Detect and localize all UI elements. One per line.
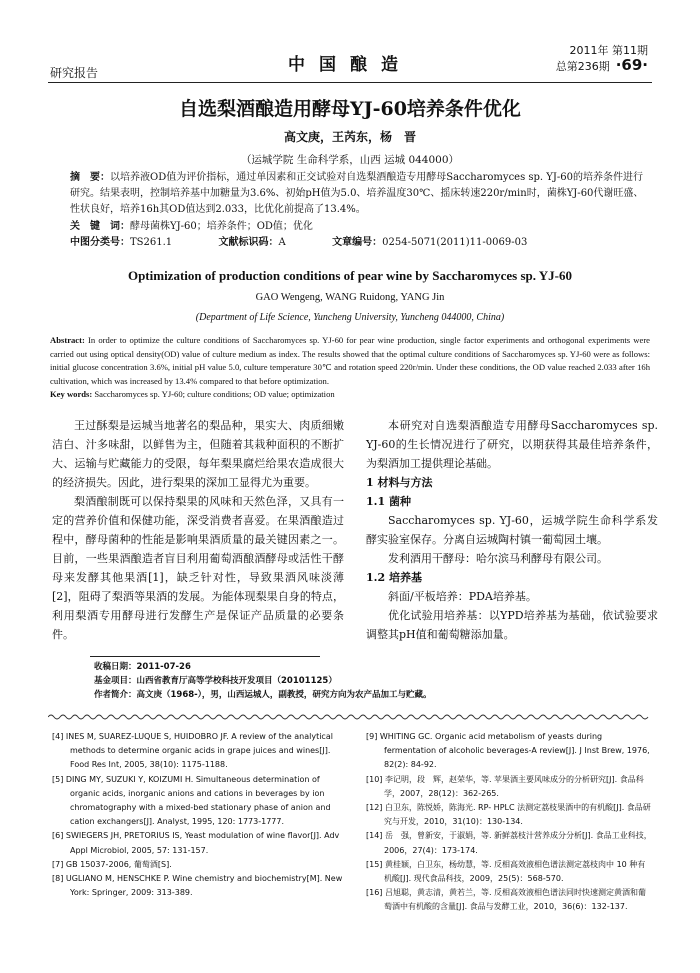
affiliation-zh: （运城学院 生命科学系，山西 运城 044000）: [240, 154, 460, 166]
reference-item: [4] INES M, SUAREZ-LUQUE S, HUIDOBRO JF. A review of the analytical methods to determine organic acids in grape juices and wines[J]. Food Res Int, 2005, 38(10): 1175-1188.: [52, 732, 333, 770]
wavy-separator: [48, 713, 652, 721]
references-right: [366, 730, 652, 915]
reference-item: [8] UGLIANO M, HENSCHKE P. Wine chemistry and biochemistry[M]. New York: Springer, 2009: 313-389.: [52, 874, 343, 898]
section-heading: 1 材料与方法: [366, 476, 433, 489]
body-paragraph: 王过酥梨是运城当地著名的梨品种，果实大、肉质细嫩洁白、汁多味甜，以鲜售为主，但随着其栽种面积的不断扩大、运输与贮藏能力的受限，每年梨果腐烂给果农造成很大的经济损失。因此，进行梨果的深加工显得尤为重要。: [52, 419, 344, 489]
subsection-heading: 1.1 菌种: [366, 495, 411, 508]
keywords-zh-text: 酵母菌株YJ-60；培养条件；OD值；优化: [130, 221, 313, 232]
reference-item: [16] 吕旭聪，黄志清，黄若兰，等. 反相高效液相色谱法同时快速测定黄酒和葡萄酒中有机酸的含量[J]. 食品与发酵工业，2010，36(6)：132-137.: [366, 888, 647, 912]
body-paragraph: Saccharomyces sp. YJ-60，运城学院生命科学系发酵实验室保存。分离自运城陶村镇一葡萄园土壤。: [366, 514, 658, 546]
body-paragraph: 发利酒用干酵母：哈尔滨马利酵母有限公司。: [388, 552, 608, 565]
keywords-en-text: Saccharomyces sp. YJ-60; culture conditions; OD value; optimization: [94, 389, 335, 400]
abstract-en: [50, 334, 650, 402]
issue-info: [556, 44, 648, 74]
keywords-zh-label: 关 键 词：: [70, 221, 130, 232]
references-left: [52, 730, 348, 900]
keywords-zh: [70, 219, 645, 235]
affiliation-en: (Department of Life Science, Yuncheng University, Yuncheng 044000, China): [195, 312, 505, 323]
page-number: ·69·: [615, 56, 648, 74]
clc-label: 中图分类号：: [70, 237, 130, 248]
reference-item: [10] 李记明，段 辉，赵荣华，等. 苹果酒主要风味成分的分析研究[J]. 食品科学，2007，28(12)：362-265.: [366, 774, 644, 798]
reference-item: [12] 白卫东，陈悦娇，陈海光. RP- HPLC 法测定荔枝果酒中的有机酸[J]. 食品研究与开发，2010，31(10)：130-134.: [366, 803, 651, 827]
abstract-zh-label: 摘 要：: [70, 172, 110, 183]
body-right-column: [366, 416, 658, 644]
title-en: Optimization of production conditions of pear wine by Saccharomyces sp. YJ-60: [127, 268, 573, 283]
classification: [70, 235, 645, 251]
doc-value: A: [278, 237, 286, 248]
total-issue: 总第236期: [555, 60, 610, 73]
issue-line: 2011年 第11期: [569, 44, 648, 57]
reference-item: [9] WHITING GC. Organic acid metabolism of yeasts during fermentation of alcoholic beverages-A review[J]. J Inst Brew, 1976, 82(2): 84-92.: [366, 732, 650, 770]
reference-item: [15] 黄桂颖，白卫东，杨幼慧，等. 反相高效液相色谱法测定荔枝肉中 10 种有机酸[J]. 现代食品科技，2009，25(5)：568-570.: [366, 859, 646, 884]
abstract-zh: [70, 170, 645, 218]
authors-zh: 高文庚，王芮东，杨 晋: [283, 130, 416, 144]
abstract-en-label: Abstract:: [50, 335, 85, 345]
doc-label: 文献标识码：: [218, 237, 279, 248]
reference-item: [5] DING MY, SUZUKI Y, KOIZUMI H. Simultaneous determination of organic acids, inorganic anions and cations in beverages by ion chromatography with a mixed-bed stationary phase of anion and cation exchangers[J]. Analyst, 1995, 120: 1773-1777.: [52, 774, 331, 827]
abstract-zh-text: 以培养液OD值为评价指标，通过单因素和正交试验对自选梨酒酿造专用酵母Saccharomyces sp. YJ-60的培养条件进行研究。结果表明，控制培养基中加糖量为3.6%、初始pH值为5.0、培养温度30℃、摇床转速220r/min时，菌株YJ-60代谢旺盛、性状良好，培养16h其OD值达到2.033，比优化前提高了13.4%。: [70, 172, 644, 215]
footnote-rule: [90, 656, 320, 657]
body-paragraph: 优化试验用培养基：以YPD培养基为基础，依试验要求调整其pH值和葡萄糖添加量。: [366, 609, 658, 641]
clc-value: TS261.1: [130, 237, 173, 248]
body-paragraph: 梨酒酿制既可以保持梨果的风味和天然色泽，又具有一定的营养价值和保健功能，深受消费者喜爱。在果酒酿造过程中，酵母菌种的性能是影响果酒质量的最关键因素之一。目前，一些果酒酿造者盲目利用葡萄酒酿酒酵母或活性干酵母来发酵其他果酒[1]，缺乏针对性，导致果酒风味淡薄[2]，阻碍了梨酒等果酒的发展。为能体现梨果自身的特点，利用梨酒专用酵母进行发酵生产是保证产品质量的必要条件。: [52, 495, 344, 641]
section-label: 研究报告: [50, 66, 99, 80]
body-paragraph: 斜面/平板培养：PDA培养基。: [388, 590, 537, 603]
subsection-heading: 1.2 培养基: [366, 571, 422, 584]
reference-item: [6] SWIEGERS JH, PRETORIUS IS, Yeast modulation of wine flavor[J]. Adv Appl Microbiol, 2005, 57: 131-157.: [52, 831, 340, 855]
keywords-en-label: Key words:: [50, 389, 93, 400]
authors-en: GAO Wengeng, WANG Ruidong, YANG Jin: [255, 292, 445, 303]
abstract-en-text: In order to optimize the culture conditions of Saccharomyces sp. YJ-60 for pear wine production, single factor experiments and orthogonal experiments were carried out using optical density(OD) value of culture medium as index. The results showed that the optimal culture conditions of Saccharomyces sp. YJ-60 were as follows: initial glucose concentration 3.6%, initial pH value 5.0, culture temperature 30℃ and rotation speed 220r/min. Under these conditions, the OD value reached 2.033 after 16h cultivation, which was increased by 13.4% compared to that before optimization.: [50, 335, 650, 386]
fund-info: 基金项目：山西省教育厅高等学校科技开发项目（20101125）: [94, 676, 337, 686]
reference-item: [14] 岳 强，曾新安，于淑娟，等. 新鲜荔枝汁营养成分分析[J]. 食品工业科技，2006，27(4)：173-174.: [366, 831, 652, 855]
art-label: 文章编号：: [332, 237, 383, 248]
title-zh: 自选梨酒酿造用酵母YJ-60培养条件优化: [179, 98, 521, 120]
body-left-column: [52, 416, 344, 644]
footnotes: [94, 660, 594, 702]
reference-item: [7] GB 15037-2006, 葡萄酒[S].: [52, 859, 172, 869]
author-bio: 作者简介：高文庚（1968-），男，山西运城人，副教授，研究方向为农产品加工与贮藏。: [94, 690, 432, 700]
received-date: 收稿日期：2011-07-26: [94, 662, 191, 672]
journal-name: 中国酿造: [288, 55, 412, 75]
body-paragraph: 本研究对自选梨酒酿造专用酵母Saccharomyces sp. YJ-60的生长情况进行了研究，以期获得其最佳培养条件，为梨酒加工提供理论基础。: [366, 419, 658, 470]
header-rule: [48, 82, 652, 83]
art-value: 0254-5071(2011)11-0069-03: [382, 237, 528, 248]
